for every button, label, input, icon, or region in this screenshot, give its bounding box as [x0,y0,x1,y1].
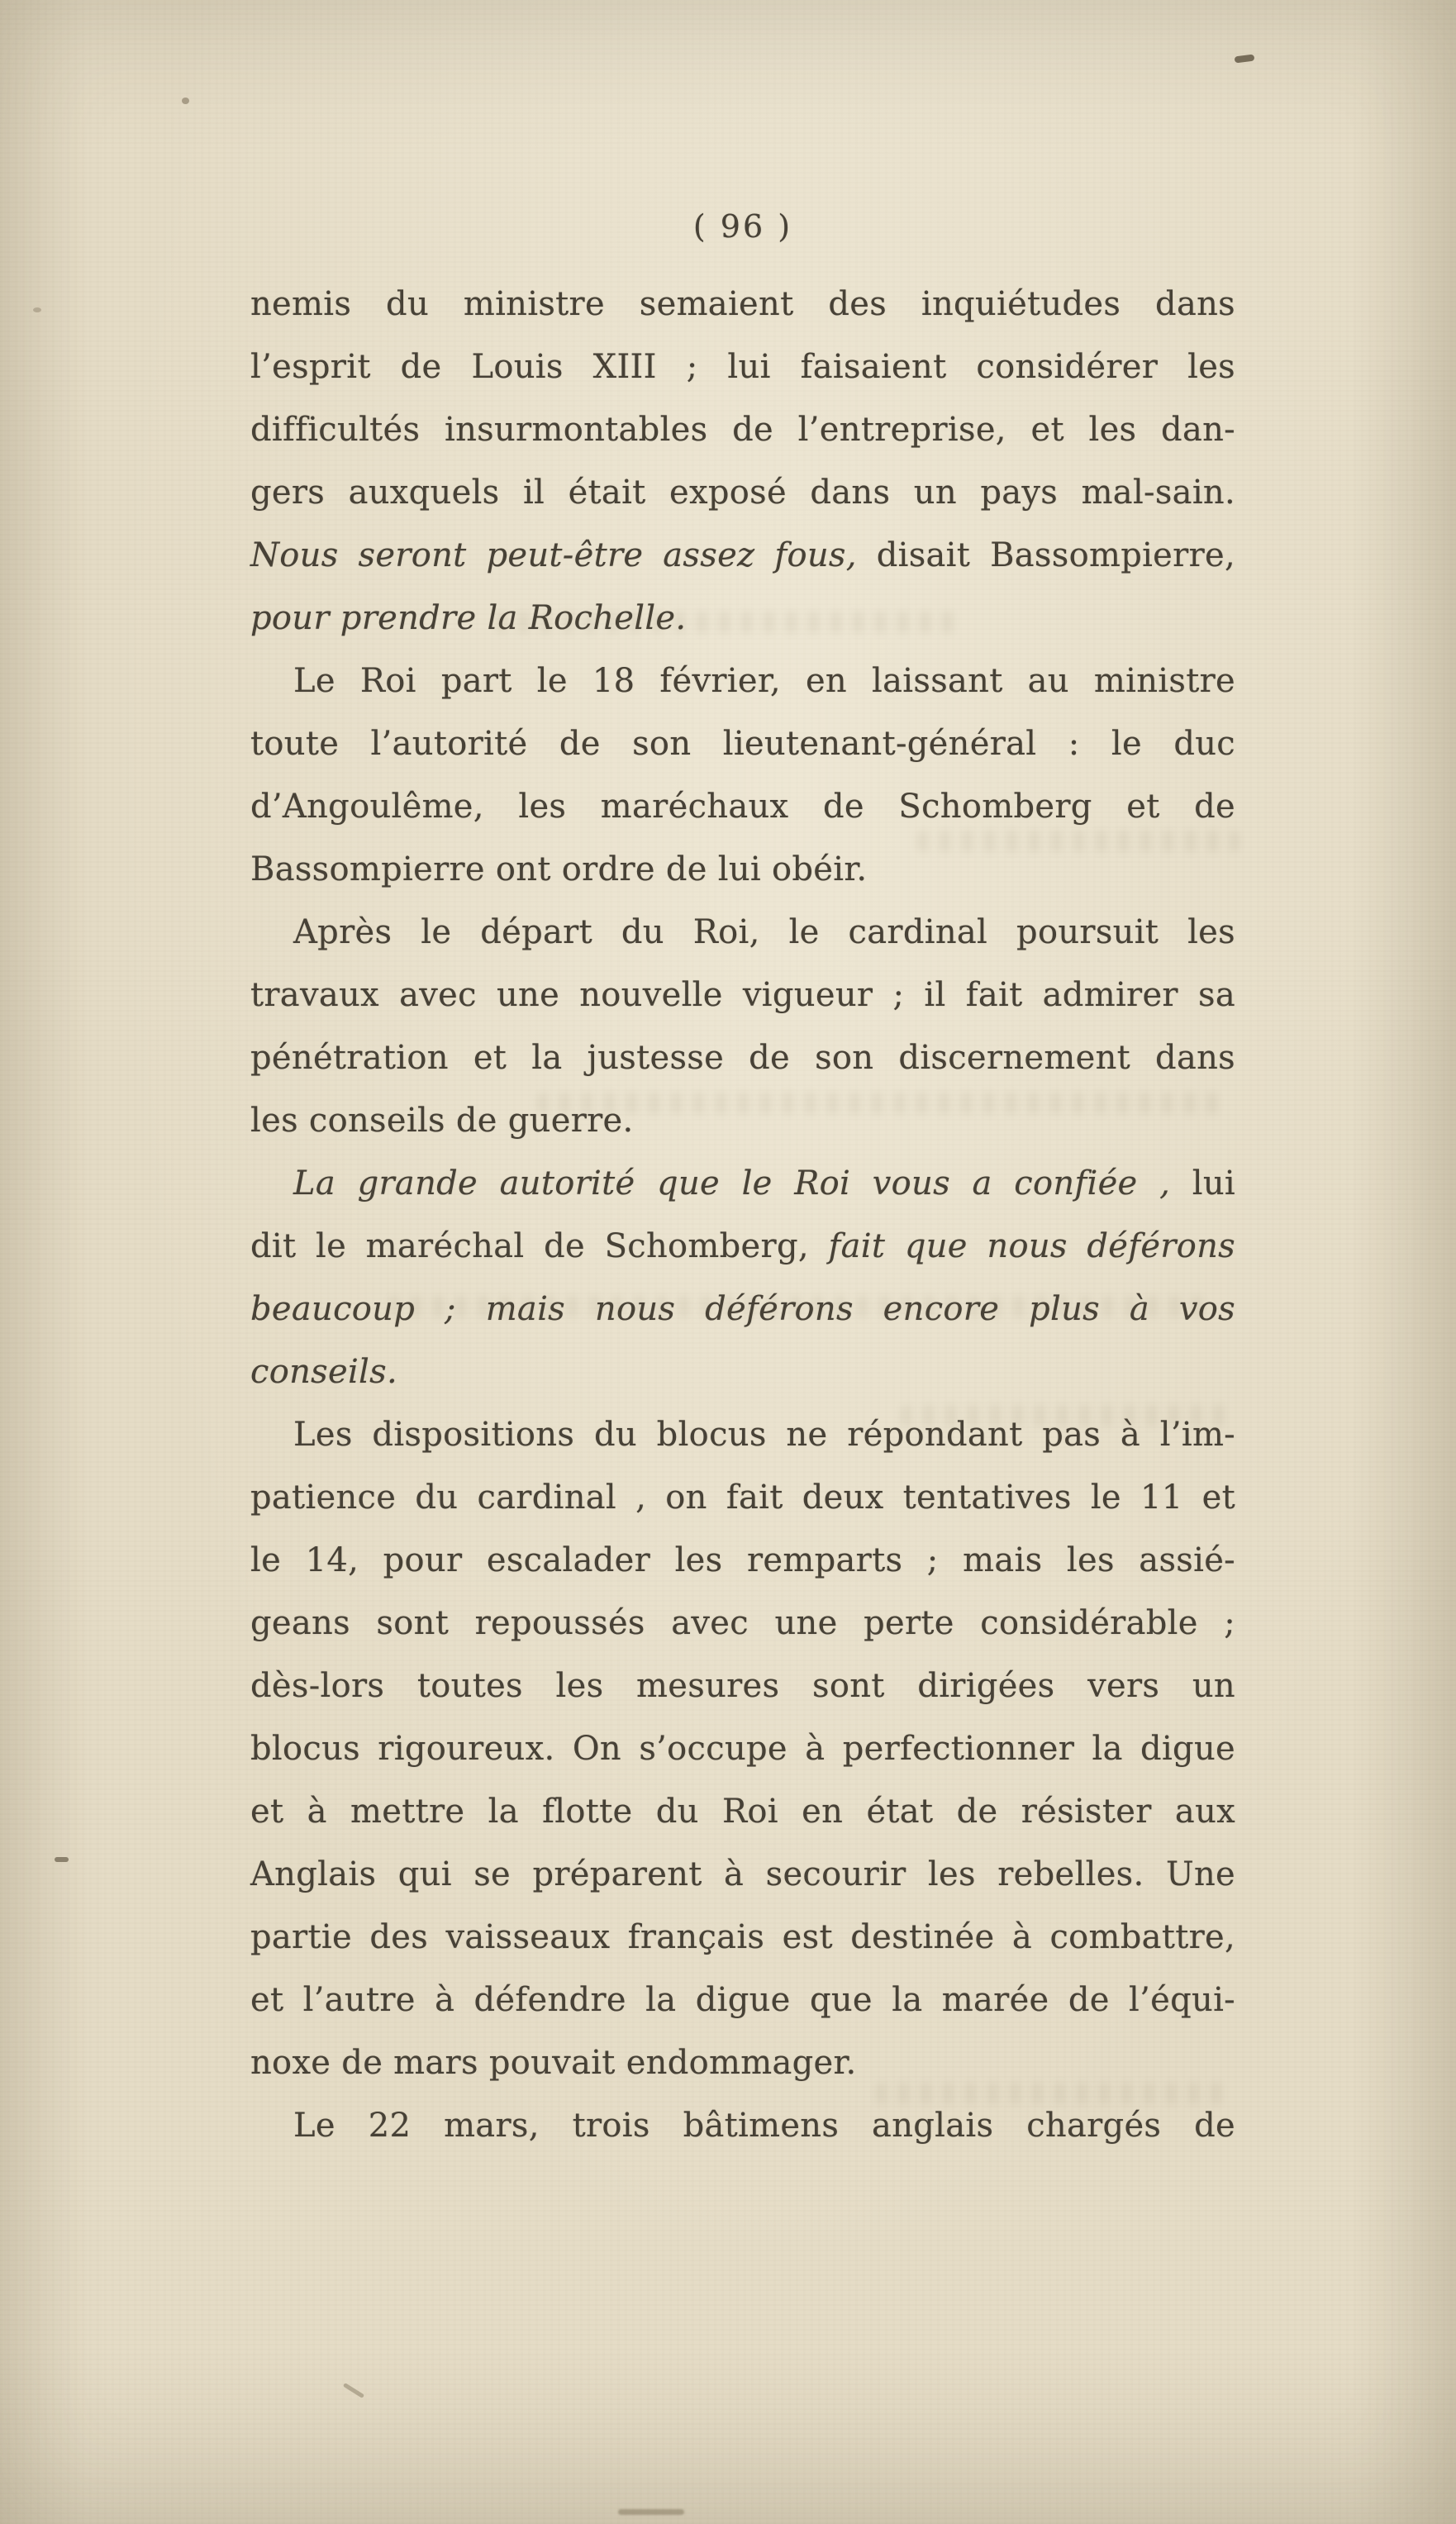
text-segment: gers auxquels il était exposé dans un pays mal-sain. [250,474,1235,512]
text-line [250,964,1235,1026]
text-line [250,336,1235,398]
text-line [250,1717,1235,1780]
text-segment: Les dispositions du blocus ne répondant pas à l’im- [293,1416,1235,1454]
text-line [250,1529,1235,1592]
text-line [250,461,1235,524]
text-line [250,1026,1235,1089]
text-segment: pour prendre la Rochelle. [250,599,687,637]
text-line [250,587,1235,650]
page-number: ( 96 ) [692,208,793,245]
text-line [250,2031,1235,2094]
text-line [250,838,1235,901]
text-segment: blocus rigoureux. On s’occupe à perfectionner la digue [250,1730,1235,1768]
text-line [250,1152,1235,1215]
text-line [250,1655,1235,1717]
text-line [250,1215,1235,1278]
text-segment: nemis du ministre semaient des inquiétudes dans [250,285,1235,323]
text-line [250,1341,1235,1403]
text-line [250,1089,1235,1152]
scan-speck [55,1857,69,1862]
text-segment: Anglais qui se préparent à secourir les rebelles. Une [250,1855,1235,1893]
text-segment: conseils. [250,1353,397,1391]
text-line [250,398,1235,461]
text-segment: noxe de mars pouvait endommager. [250,2044,857,2082]
text-segment: et à mettre la flotte du Roi en état de résister aux [250,1793,1235,1831]
text-line [250,1843,1235,1906]
text-block [250,273,1235,2157]
text-line [250,650,1235,712]
text-line [250,1278,1235,1341]
text-segment: l’esprit de Louis XIII ; lui faisaient considérer les [250,348,1235,386]
scan-speck [1235,55,1255,64]
text-segment: La grande autorité que le Roi vous a confiée , [293,1164,1171,1202]
text-line [250,775,1235,838]
text-line [250,1780,1235,1843]
text-line [250,712,1235,775]
text-segment: patience du cardinal , on fait deux tentatives le 11 et [250,1479,1235,1517]
text-line [250,2094,1235,2157]
text-segment: Le Roi part le 18 février, en laissant au ministre [293,662,1235,700]
scan-speck [33,307,41,312]
text-line [250,1466,1235,1529]
text-line [250,1969,1235,2031]
text-line [250,1403,1235,1466]
text-segment: travaux avec une nouvelle vigueur ; il fait admirer sa [250,976,1235,1014]
text-segment: geans sont repoussés avec une perte considérable ; [250,1604,1235,1642]
text-line [250,273,1235,336]
text-segment: beaucoup ; mais nous déférons encore plus à vos [250,1290,1235,1328]
text-segment: les conseils de guerre. [250,1102,634,1140]
text-segment: Après le départ du Roi, le cardinal poursuit les [293,913,1235,951]
text-line [250,1906,1235,1969]
text-segment: Bassompierre ont ordre de lui obéir. [250,850,868,888]
scan-speck [618,2509,684,2515]
text-segment: toute l’autorité de son lieutenant-général : le duc [250,725,1235,763]
text-segment: le 14, pour escalader les remparts ; mais les assié- [250,1541,1235,1579]
text-segment: Nous seront peut-être assez fous, [250,536,857,574]
text-segment: pénétration et la justesse de son discernement dans [250,1039,1235,1077]
text-segment: difficultés insurmontables de l’entreprise, et les dan- [250,411,1235,449]
text-line [250,1592,1235,1655]
text-line [250,901,1235,964]
text-segment: fait que nous déférons [808,1227,1235,1265]
text-segment: dit le maréchal de Schomberg, [250,1227,809,1265]
text-segment: dès-lors toutes les mesures sont dirigées vers un [250,1667,1235,1705]
text-line [250,524,1235,587]
scan-speck [343,2383,364,2398]
text-segment: lui [1170,1164,1236,1202]
text-segment: partie des vaisseaux français est destinée à combattre, [250,1918,1235,1956]
text-segment: disait Bassompierre, [856,536,1235,574]
text-segment: Le 22 mars, trois bâtimens anglais chargés de [293,2107,1235,2145]
text-segment: et l’autre à défendre la digue que la marée de l’équi- [250,1981,1235,2019]
scan-speck [182,98,189,104]
text-segment: d’Angoulême, les maréchaux de Schomberg et de [250,788,1235,826]
